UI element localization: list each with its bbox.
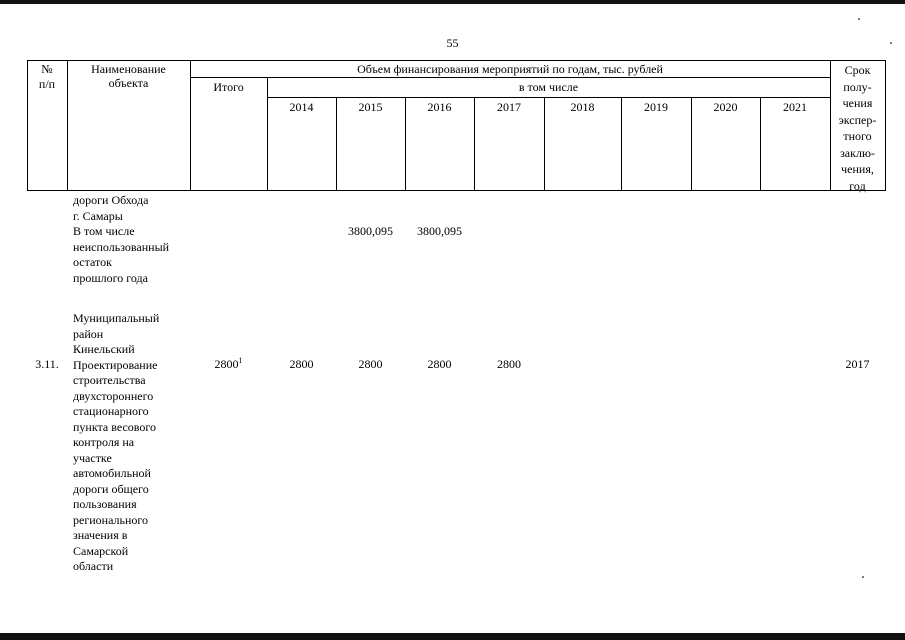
- top-border-bar: [0, 0, 905, 4]
- row-2017-value: 2800: [497, 357, 521, 371]
- page-number: 55: [446, 36, 459, 50]
- col-header-funding: Объем финансирования мероприятий по годам, тыс. рублей: [357, 62, 663, 76]
- row-name: Муниципальный район Кинельский Проектирование строительства двухстороннего стационарного пункта весового контроля на участке автомобильной дороги общего пользования регионального значения в Самарской области: [73, 311, 160, 573]
- bottom-border-bar: [0, 633, 905, 640]
- row-number: 3.11.: [35, 357, 59, 371]
- col-header-year-2014: 2014: [289, 100, 314, 114]
- row-term-value: 2017: [845, 357, 870, 371]
- row-2014-value: 2800: [289, 357, 314, 371]
- col-header-year-2019: 2019: [644, 100, 668, 114]
- col-header-year-2015: 2015: [358, 100, 383, 114]
- row-total-value: 2800: [214, 357, 239, 371]
- col-header-year-2017: 2017: [497, 100, 521, 114]
- footnote-mark: 1: [238, 356, 243, 365]
- col-header-including: в том числе: [518, 80, 579, 94]
- col-header-year-2018: 2018: [570, 100, 595, 114]
- scan-speck: [862, 576, 864, 578]
- col-header-number: №: [41, 62, 53, 76]
- col-header-total: Итого: [213, 80, 244, 94]
- scan-speck: [858, 18, 860, 20]
- row-2016-value: 2800: [427, 357, 452, 371]
- col-header-year-2021: 2021: [783, 100, 807, 114]
- col-header-term: Срок полу- чения экспер- тного заклю- чения, год: [838, 63, 877, 193]
- continuation-name: дороги Обхода г. Самары В том числе неиспользованный остаток прошлого года: [73, 193, 170, 285]
- col-header-year-2020: 2020: [713, 100, 738, 114]
- col-header-number-sub: п/п: [38, 77, 56, 91]
- row-total-cell: [190, 357, 267, 373]
- continuation-2016-value: 3800,095: [417, 224, 462, 238]
- col-header-name: Наименование объекта: [91, 62, 166, 90]
- continuation-2015-value: 3800,095: [348, 224, 393, 238]
- col-header-year-2016: 2016: [427, 100, 452, 114]
- row-2015-value: 2800: [358, 357, 383, 371]
